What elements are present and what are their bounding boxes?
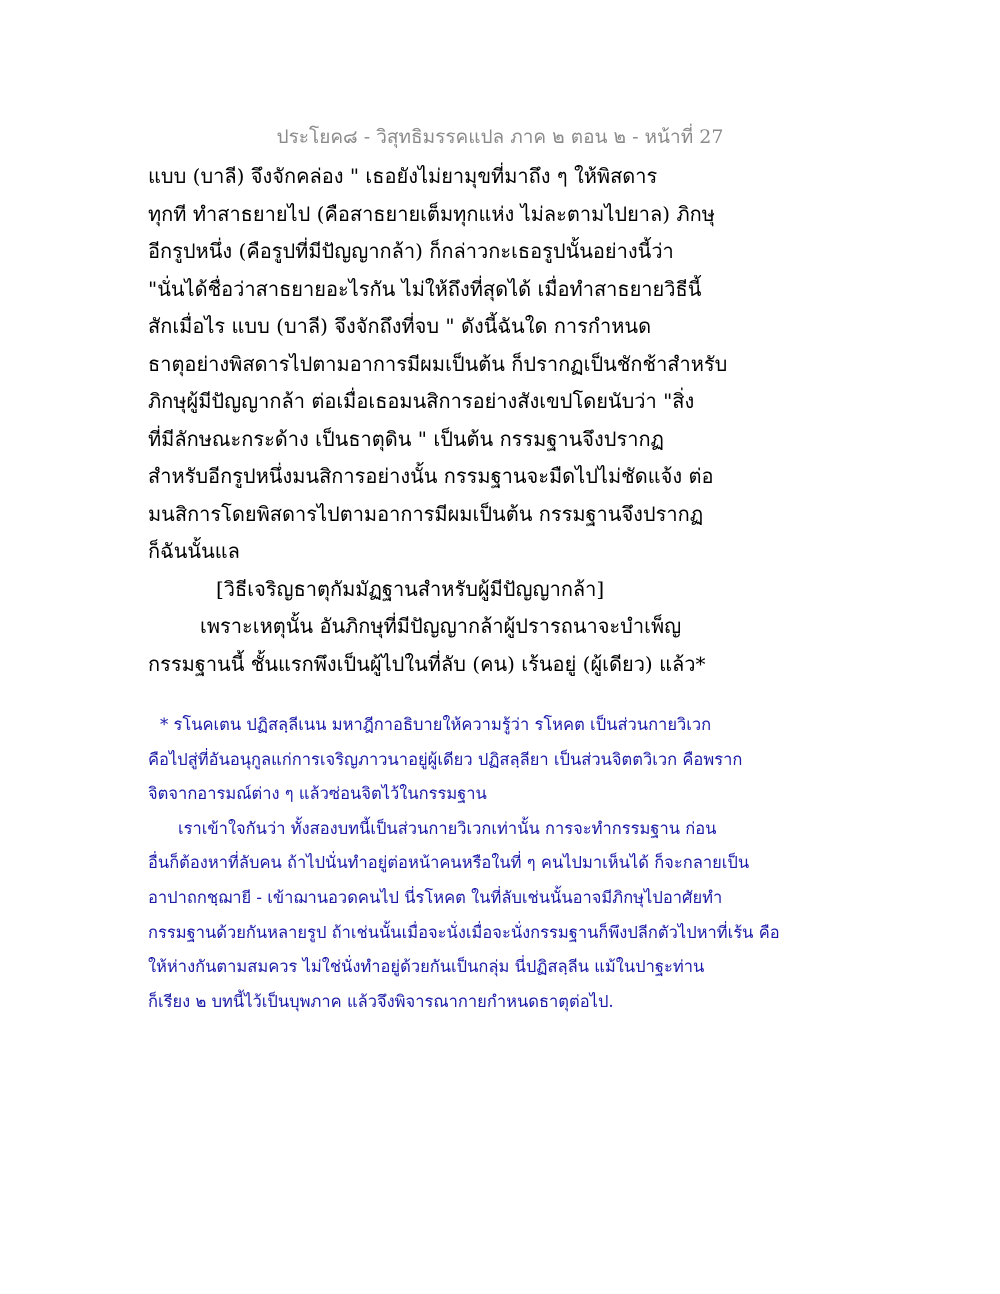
text-line: สำหรับอีกรูปหนึ่งมนสิการอย่างนั้น กรรมฐานจะมืดไปไม่ชัดแจ้ง ต่อ: [148, 464, 714, 488]
footnote-line: คือไปสู่ที่อันอนุกูลแก่การเจริญภาวนาอยู่ผู้เดียว ปฏิสลฺลียา เป็นส่วนจิตตวิเวก คือพราก: [148, 749, 743, 769]
footnote-line: อาปาถกชฺฌายี - เข้าฌานอวดคนไป นี่รโหคต ในที่ลับเช่นนั้นอาจมีภิกษุไปอาศัยทำ: [148, 887, 723, 907]
footnote: [148, 708, 868, 1019]
text-line: มนสิการโดยพิสดารไปตามอาการมีผมเป็นต้น กรรมฐานจึงปรากฏ: [148, 501, 704, 526]
text-line: ที่มีลักษณะกระด้าง เป็นธาตุดิน " เป็นต้น กรรมฐานจึงปรากฏ: [148, 426, 664, 451]
section-heading: [วิธีเจริญธาตุกัมมัฏฐานสำหรับผู้มีปัญญากล้า]: [216, 576, 605, 601]
footnote-line: ให้ห่างกันตามสมควร ไม่ใช่นั่งทำอยู่ด้วยกันเป็นกลุ่ม นี่ปฏิสลฺลีน แม้ในปาฐะท่าน: [148, 957, 705, 977]
text-line: แบบ (บาลี) จึงจักคล่อง " เธอยังไม่ยามุขที่มาถึง ๆ ให้พิสดาร: [148, 164, 658, 188]
text-line: กรรมฐานนี้ ชั้นแรกพึงเป็นผู้ไปในที่ลับ (คน) เร้นอยู่ (ผู้เดียว) แล้ว*: [148, 651, 706, 676]
footnote-line: จิตจากอารมณ์ต่าง ๆ แล้วซ่อนจิตไว้ในกรรมฐาน: [148, 784, 487, 804]
text-line: สักเมื่อไร แบบ (บาลี) จึงจักถึงที่จบ " ดังนี้ฉันใด การกำหนด: [148, 314, 652, 338]
text-line: ก็ฉันนั้นแล: [148, 539, 240, 563]
paragraph-start-line: เพราะเหตุนั้น อันภิกษุที่มีปัญญากล้าผู้ปรารถนาจะบำเพ็ญ: [200, 614, 682, 638]
text-line: ภิกษุผู้มีปัญญากล้า ต่อเมื่อเธอมนสิการอย่างสังเขปโดยนับว่า "สิ่ง: [148, 389, 695, 413]
text-line: อีกรูปหนึ่ง (คือรูปที่มีปัญญากล้า) ก็กล่าวกะเธอรูปนั้นอย่างนี้ว่า: [148, 239, 674, 263]
text-line: ธาตุอย่างพิสดารไปตามอาการมีผมเป็นต้น ก็ปรากฏเป็นชักช้าสำหรับ: [148, 351, 728, 376]
footnote-line: * รโนคเตน ปฏิสลฺลีเนน มหาฎีกาอธิบายให้ความรู้ว่า รโหคต เป็นส่วนกายวิเวก: [160, 715, 712, 734]
footnote-line: อื่นก็ต้องหาที่ลับคน ถ้าไปนั่นทำอยู่ต่อหน้าคนหรือในที่ ๆ คนไปมาเห็นได้ ก็จะกลายเป็น: [148, 853, 750, 873]
main-text: [148, 158, 868, 683]
footnote-line: ก็เรียง ๒ บทนี้ไว้เป็นบุพภาค แล้วจึงพิจารณากายกำหนดธาตุต่อไป.: [148, 991, 614, 1011]
text-line: ทุกที ทำสาธยายไป (คือสาธยายเต็มทุกแห่ง ไม่ละตามไปยาล) ภิกษุ: [148, 201, 715, 226]
text-line: "นั่นได้ชื่อว่าสาธยายอะไรกัน ไม่ให้ถึงที่สุดได้ เมื่อทำสาธยายวิธีนี้: [148, 276, 702, 301]
page-header: ประโยค๘ - วิสุทธิมรรคแปล ภาค ๒ ตอน ๒ - หน้าที่ 27: [276, 126, 724, 148]
footnote-line: กรรมฐานด้วยกันหลายรูป ถ้าเช่นนั้นเมื่อจะนั่งเมื่อจะนั่งกรรมฐานก็พึงปลีกตัวไปหาที่เร้น คือ: [148, 922, 780, 942]
footnote-line: เราเข้าใจกันว่า ทั้งสองบทนี้เป็นส่วนกายวิเวกเท่านั้น การจะทำกรรมฐาน ก่อน: [178, 818, 717, 838]
